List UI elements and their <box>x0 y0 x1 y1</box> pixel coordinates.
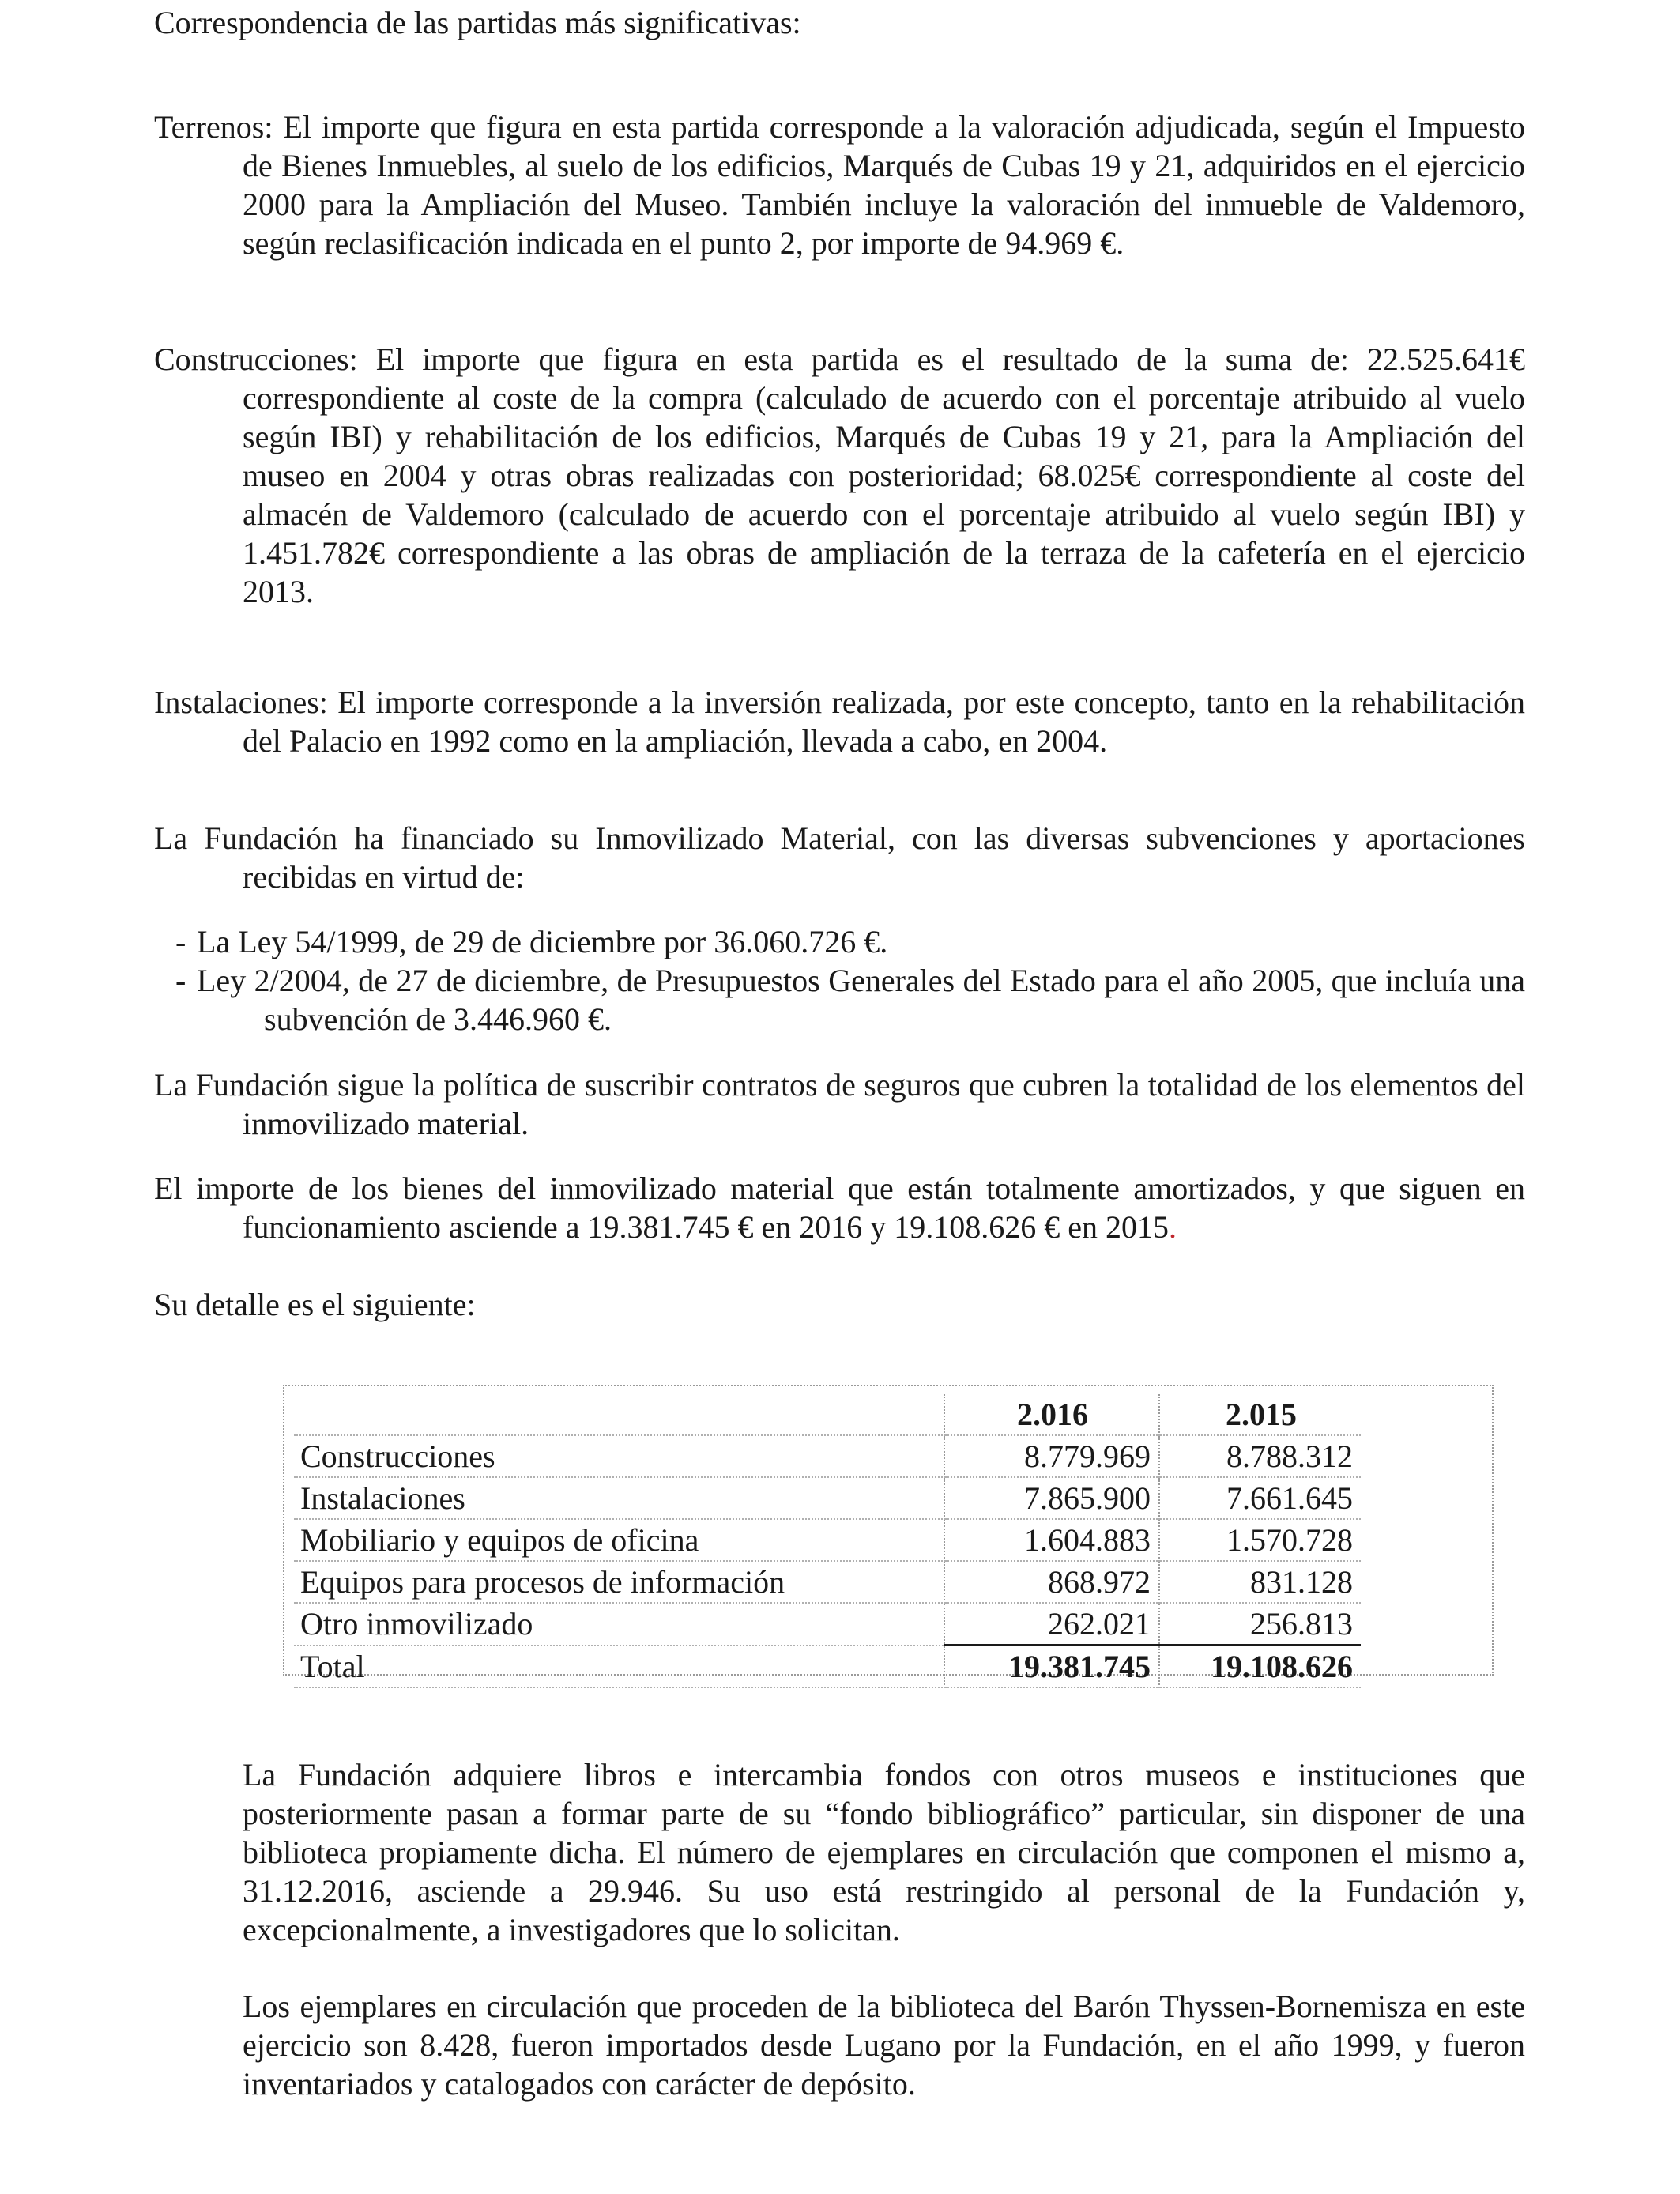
table-cell: 831.128 <box>1159 1561 1361 1603</box>
paragraph-biblioteca: La Fundación adquiere libros e intercambia fondos con otros museos e instituciones que posteriormente pasan a formar parte de su “fondo bibliográfico” particular, sin disponer de una biblioteca propiamente dicha. El número de ejemplares en circulación que componen el mismo a, 31.12.2016, asciende a 29.946. Su uso está restringido al personal de la Fundación y, excepcionalmente, a investigadores que lo solicitan. <box>243 1757 1525 1947</box>
section-heading: Correspondencia de las partidas más significativas: <box>154 5 801 40</box>
paragraph-amortizados <box>154 1169 1525 1246</box>
list-item: - La Ley 54/1999, de 29 de diciembre por 36.060.726 €. <box>175 924 888 959</box>
table-cell: 1.570.728 <box>1159 1519 1361 1561</box>
table-header-cell: 2.016 <box>944 1394 1159 1435</box>
amortizados-period: . <box>1169 1209 1177 1245</box>
list-item: - Ley 2/2004, de 27 de diciembre, de Presupuestos Generales del Estado para el año 2005, que incluía una subvención de 3.446.960 €. <box>175 963 1525 1037</box>
table-row <box>294 1561 1361 1603</box>
table-header-cell: 2.015 <box>1159 1394 1361 1435</box>
table-cell: 7.865.900 <box>944 1477 1159 1519</box>
detail-table-frame <box>283 1385 1494 1684</box>
table-cell: 1.604.883 <box>944 1519 1159 1561</box>
table-cell: 8.779.969 <box>944 1435 1159 1477</box>
table-cell: 256.813 <box>1159 1603 1361 1646</box>
paragraph-construcciones: Construcciones: El importe que figura en esta partida es el resultado de la suma de: 22.525.641€ correspondiente al coste de la compra (calculado de acuerdo con el porcentaje atribuido al vuelo según IBI) y rehabilitación de los edificios, Marqués de Cubas 19 y 21, para la Ampliación del museo en 2004 y otras obras realizadas con posterioridad; 68.025€ correspondiente al coste del almacén de Valdemoro (calculado de acuerdo con el porcentaje atribuido al vuelo según IBI) y 1.451.782€ correspondiente a las obras de ampliación de la terraza de la cafetería en el ejercicio 2013. <box>154 341 1525 609</box>
table-row <box>294 1603 1361 1646</box>
table-cell: Mobiliario y equipos de oficina <box>294 1519 944 1561</box>
list-item-text: La Ley 54/1999, de 29 de diciembre por 36.060.726 €. <box>197 924 888 959</box>
list-item-text: Ley 2/2004, de 27 de diciembre, de Presupuestos Generales del Estado para el año 2005, que incluía una subvención de 3.446.960 €. <box>197 963 1525 1037</box>
paragraph-seguros: La Fundación sigue la política de suscribir contratos de seguros que cubren la totalidad de los elementos del inmovilizado material. <box>154 1067 1525 1141</box>
table-cell: Total <box>294 1646 944 1688</box>
paragraph-financiacion: La Fundación ha financiado su Inmovilizado Material, con las diversas subvenciones y aportaciones recibidas en virtud de: <box>154 820 1525 895</box>
detail-table <box>294 1394 1361 1688</box>
table-cell: 19.381.745 <box>944 1646 1159 1688</box>
table-cell: Construcciones <box>294 1435 944 1477</box>
table-row <box>294 1435 1361 1477</box>
table-row <box>294 1477 1361 1519</box>
table-header-cell <box>294 1394 944 1435</box>
table-total-row <box>294 1646 1361 1688</box>
paragraph-instalaciones: Instalaciones: El importe corresponde a la inversión realizada, por este concepto, tanto en la rehabilitación del Palacio en 1992 como en la ampliación, llevada a cabo, en 2004. <box>154 684 1525 759</box>
paragraph-detalle: Su detalle es el siguiente: <box>154 1287 476 1322</box>
paragraph-terrenos: Terrenos: El importe que figura en esta partida corresponde a la valoración adjudicada, según el Impuesto de Bienes Inmuebles, al suelo de los edificios, Marqués de Cubas 19 y 21, adquiridos en el ejercicio 2000 para la Ampliación del Museo. También incluye la valoración del inmueble de Valdemoro, según reclasificación indicada en el punto 2, por importe de 94.969 €. <box>154 109 1525 261</box>
table-cell: 19.108.626 <box>1159 1646 1361 1688</box>
table-cell: 8.788.312 <box>1159 1435 1361 1477</box>
table-cell: Equipos para procesos de información <box>294 1561 944 1603</box>
table-cell: 7.661.645 <box>1159 1477 1361 1519</box>
table-header-row <box>294 1394 1361 1435</box>
amortizados-text: El importe de los bienes del inmovilizado material que están totalmente amortizados, y que siguen en funcionamiento asciende a 19.381.745 € en 2016 y 19.108.626 € en 2015 <box>154 1171 1525 1245</box>
table-cell: 868.972 <box>944 1561 1159 1603</box>
table-cell: Instalaciones <box>294 1477 944 1519</box>
table-row <box>294 1519 1361 1561</box>
table-cell: Otro inmovilizado <box>294 1603 944 1646</box>
paragraph-thyssen: Los ejemplares en circulación que proceden de la biblioteca del Barón Thyssen-Bornemisza en este ejercicio son 8.428, fueron importados desde Lugano por la Fundación, en el año 1999, y fueron inventariados y catalogados con carácter de depósito. <box>243 1989 1525 2102</box>
table-cell: 262.021 <box>944 1603 1159 1646</box>
